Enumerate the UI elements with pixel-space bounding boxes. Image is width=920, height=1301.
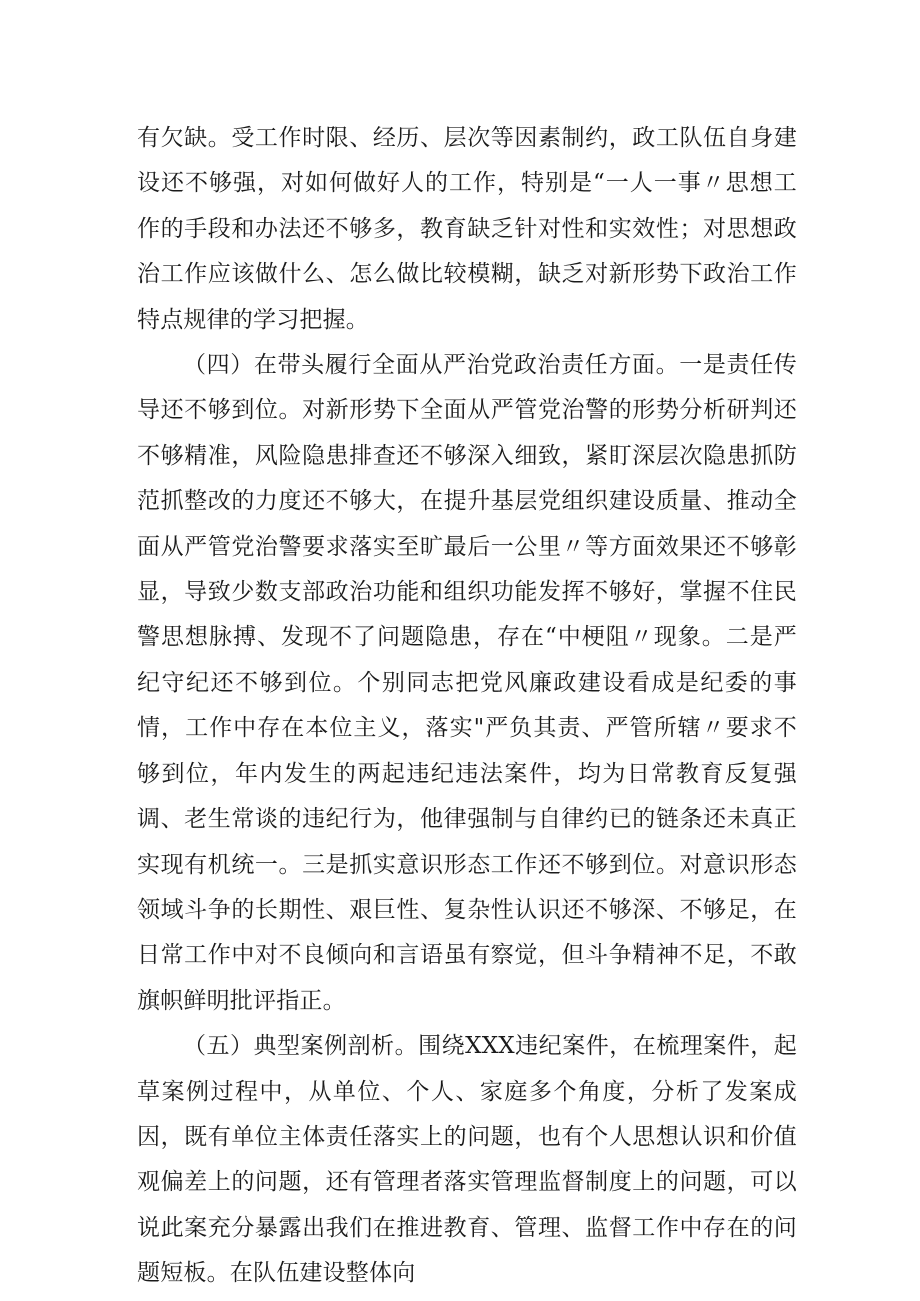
paragraph-section-four: （四）在带头履行全面从严治党政治责任方面。一是责任传导还不够到位。对新形势下全面从严管党治警的形势分析研判还不够精准，风险隐患排查还不够深入细致，紧盯深层次隐患抓防范抓整改的力度还不够大，在提升基层党组织建设质量、推动全面从严管党治警要求落实至旷最后一公里〃等方面效果还不够彰显，导致少数支部政治功能和组织功能发挥不够好，掌握不住民警思想脉搏、发现不了问题隐患，存在“中梗阻〃现象。二是严纪守纪还不够到位。个别同志把党风廉政建设看成是纪委的事情，工作中存在本位主义，落实"严负其责、严管所辖〃要求不够到位，年内发生的两起违纪违法案件，均为日常教育反复强调、老生常谈的违纪行为，他律强制与自律约已的链条还未真正实现有机统一。三是抓实意识形态工作还不够到位。对意识形态领域斗争的长期性、艰巨性、复杂性认识还不够深、不够足，在日常工作中对不良倾向和言语虽有察觉，但斗争精神不足，不敢旗帜鲜明批评指正。: [137, 352, 797, 1014]
paragraph-continuation: 有欠缺。受工作时限、经历、层次等因素制约，政工队伍自身建设还不够强，对如何做好人的工作，特别是“一人一事〃思想工作的手段和办法还不够多，教育缺乏针对性和实效性；对思想政治工作应该做什么、怎么做比较模糊，缺乏对新形势下政治工作特点规律的学习把握。: [137, 125, 797, 333]
paragraph-section-five: （五）典型案例剖析。围绕XXX违纪案件，在梳理案件，起草案例过程中，从单位、个人、家庭多个角度，分析了发案成因，既有单位主体责任落实上的问题，也有个人思想认识和价值观偏差上的问题，还有管理者落实管理监督制度上的问题，可以说此案充分暴露出我们在推进教育、管理、监督工作中存在的问题短板。在队伍建设整体向: [137, 1033, 797, 1287]
document-body: [137, 116, 797, 1297]
